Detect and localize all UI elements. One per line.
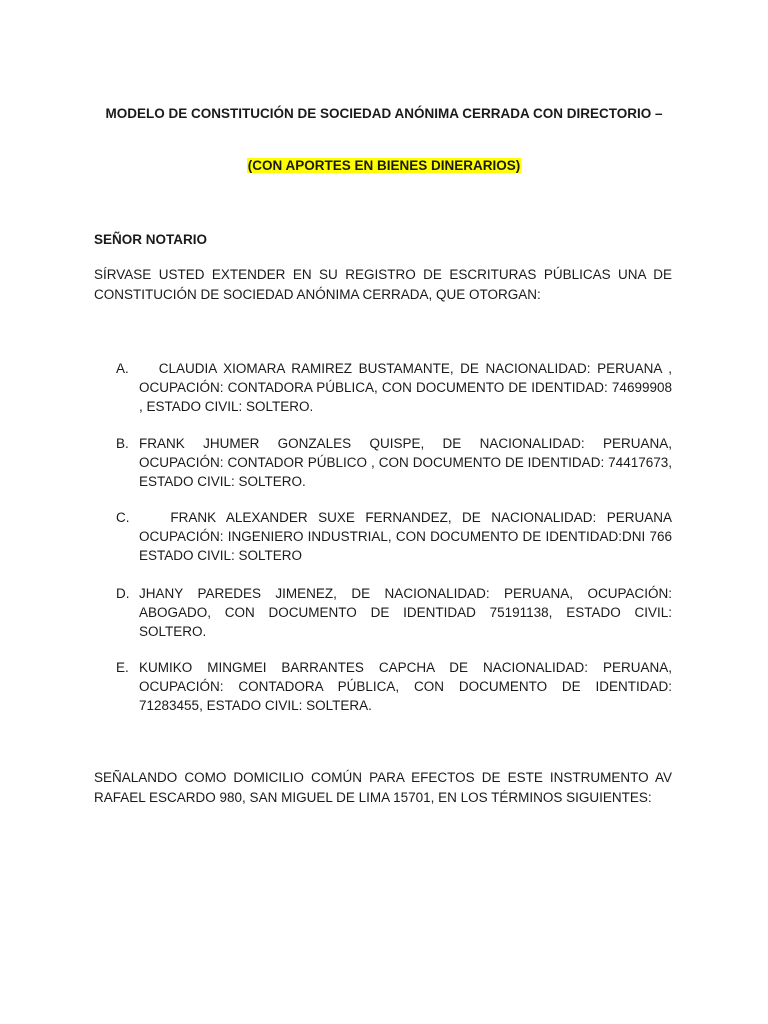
party-item-d bbox=[94, 584, 672, 641]
intro-paragraph: SÍRVASE USTED EXTENDER EN SU REGISTRO DE ESCRITURAS PÚBLICAS UNA DE CONSTITUCIÓN DE SOCIEDAD ANÓNIMA CERRADA, QUE OTORGAN: bbox=[94, 267, 672, 302]
party-item-a bbox=[94, 359, 672, 416]
document-subtitle: (CON APORTES EN BIENES DINERARIOS) bbox=[247, 158, 521, 173]
document-subtitle-line bbox=[88, 157, 680, 175]
list-marker: D. bbox=[116, 586, 130, 601]
party-item-c bbox=[94, 508, 672, 565]
salutation: SEÑOR NOTARIO bbox=[94, 232, 208, 247]
party-item-b bbox=[94, 434, 672, 491]
list-marker: A. bbox=[116, 361, 129, 376]
document-title: MODELO DE CONSTITUCIÓN DE SOCIEDAD ANÓNIMA CERRADA CON DIRECTORIO – bbox=[105, 106, 663, 121]
party-text: KUMIKO MINGMEI BARRANTES CAPCHA DE NACIONALIDAD: PERUANA, OCUPACIÓN: CONTADORA PÚBLICA, CON DOCUMENTO DE IDENTIDAD: 71283455, ESTADO CIVIL: SOLTERA. bbox=[139, 660, 672, 713]
party-text: FRANK ALEXANDER SUXE FERNANDEZ, DE NACIONALIDAD: PERUANA OCUPACIÓN: INGENIERO INDUSTRIAL, CON DOCUMENTO DE IDENTIDAD:DNI 766 ESTADO CIVIL: SOLTERO bbox=[139, 510, 672, 563]
closing-paragraph: SEÑALANDO COMO DOMICILIO COMÚN PARA EFECTOS DE ESTE INSTRUMENTO AV RAFAEL ESCARDO 980, SAN MIGUEL DE LIMA 15701, EN LOS TÉRMINOS SIGUIENTES: bbox=[94, 770, 672, 805]
list-marker: C. bbox=[116, 510, 130, 525]
party-text: JHANY PAREDES JIMENEZ, DE NACIONALIDAD: PERUANA, OCUPACIÓN: ABOGADO, CON DOCUMENTO DE IDENTIDAD 75191138, ESTADO CIVIL: SOLTERO. bbox=[139, 586, 672, 639]
party-item-e bbox=[94, 658, 672, 715]
list-marker: E. bbox=[116, 660, 129, 675]
party-text: FRANK JHUMER GONZALES QUISPE, DE NACIONALIDAD: PERUANA, OCUPACIÓN: CONTADOR PÚBLICO , CON DOCUMENTO DE IDENTIDAD: 74417673, ESTADO CIVIL: SOLTERO. bbox=[139, 436, 672, 489]
list-marker: B. bbox=[116, 436, 129, 451]
party-text: CLAUDIA XIOMARA RAMIREZ BUSTAMANTE, DE NACIONALIDAD: PERUANA , OCUPACIÓN: CONTADORA PÚBLICA, CON DOCUMENTO DE IDENTIDAD: 74699908 , ESTADO CIVIL: SOLTERO. bbox=[139, 361, 672, 414]
